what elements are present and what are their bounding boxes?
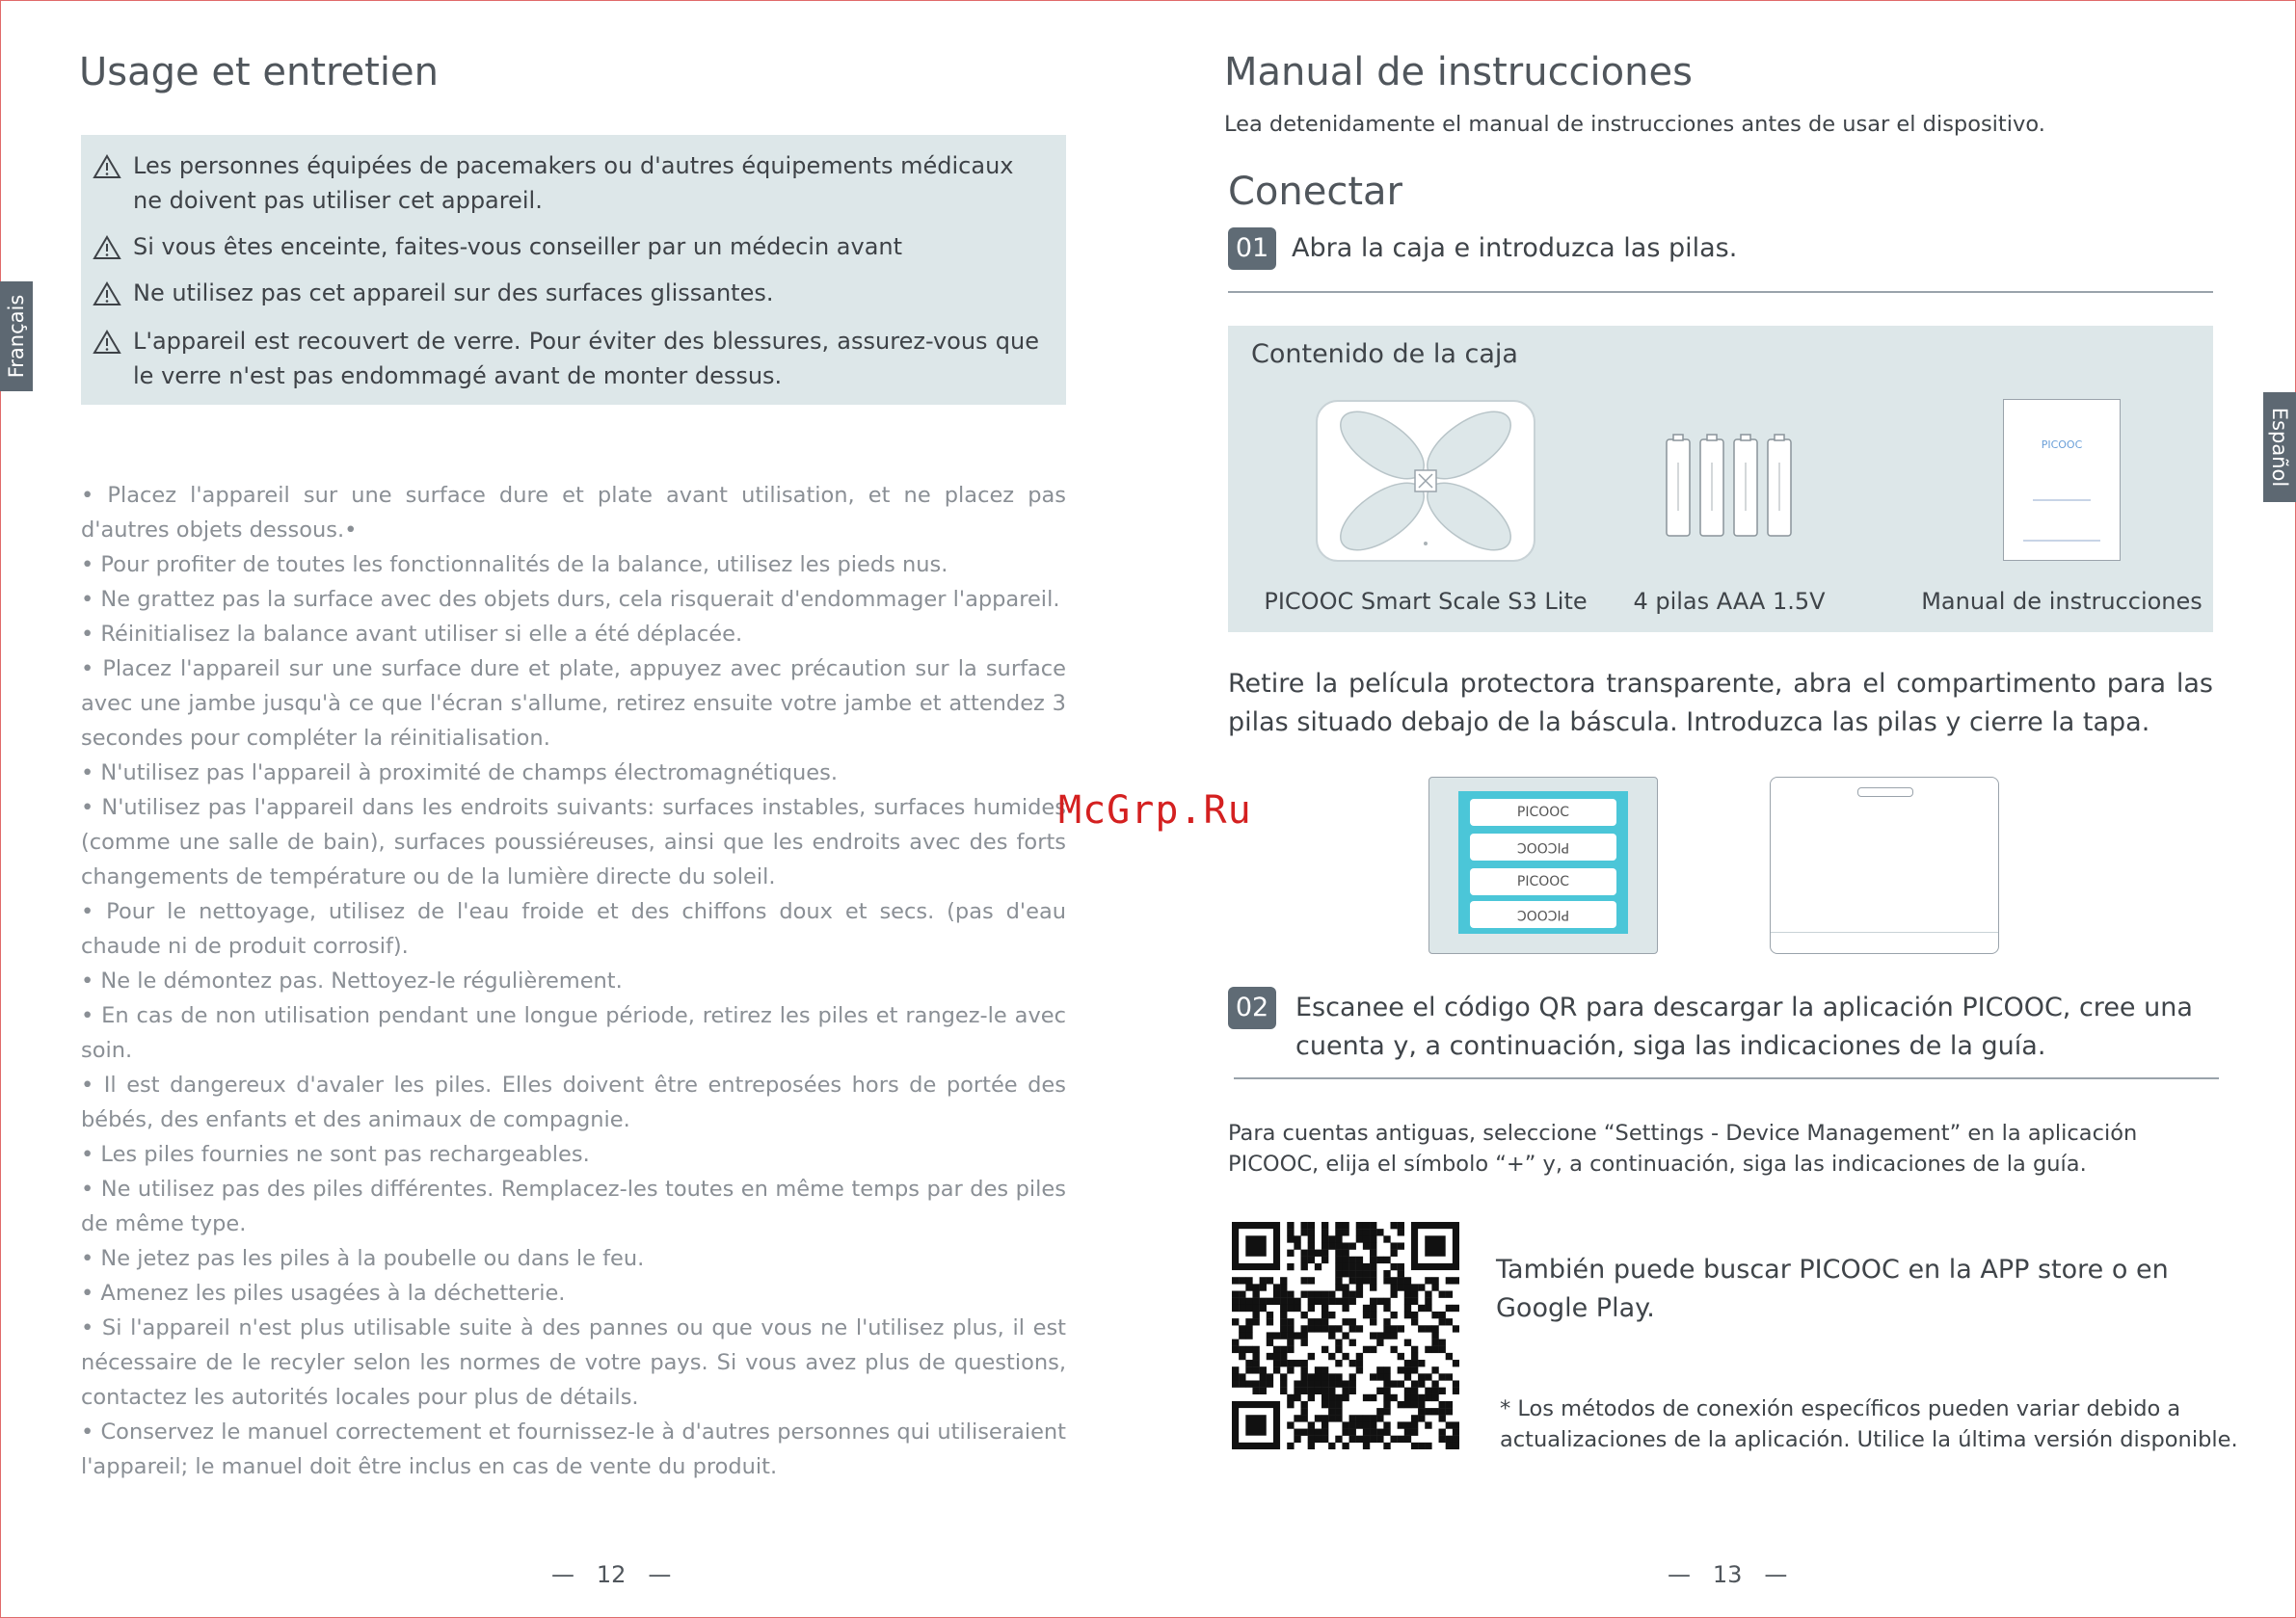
list-item: • N'utilisez pas l'appareil à proximité de champs électromagnétiques. [81, 760, 839, 785]
language-tab-spanish[interactable] [2263, 392, 2296, 502]
manual-brand: PICOOC [2041, 438, 2083, 451]
list-item: • N'utilisez pas l'appareil dans les endroits suivants: surfaces instables, surfaces humides (comme une salle de bain), surfaces poussiéreuses, ainsi que les endroits avec des forts changements de température ou de la lumière directe du soleil. [81, 795, 1066, 889]
box-item-batteries-label: 4 pilas AAA 1.5V [1633, 588, 1826, 615]
box-contents-title: Contenido de la caja [1251, 339, 1518, 369]
battery-compartment-open [1428, 777, 1658, 954]
section-title: Conectar [1228, 170, 1402, 214]
list-item: • Si l'appareil n'est plus utilisable suite à des pannes ou que vous ne l'utilisez plus, il est nécessaire de le recyler selon les normes de votre pays. Si vous avez plus de questions, contactez les autorités locales pour plus de détails. [81, 1315, 1066, 1410]
right-page-subtitle: Lea detenidamente el manual de instrucciones antes de usar el dispositivo. [1224, 112, 2045, 137]
box-item-manual-label: Manual de instrucciones [1921, 588, 2203, 615]
list-item: • Amenez les piles usagées à la déchetterie. [81, 1281, 566, 1306]
page-number-right: — 13 — [1668, 1561, 1788, 1588]
list-item: • Pour le nettoyage, utilisez de l'eau froide et des chiffons doux et secs. (pas d'eau chaude ni de produit corrosif). [81, 899, 1066, 959]
battery: PICOOC [1470, 868, 1616, 895]
language-tab-label: Français [5, 294, 28, 379]
divider [1228, 291, 2213, 293]
battery-tray [1458, 791, 1628, 934]
list-item: • Ne grattez pas la surface avec des objets durs, cela risquerait d'endommager l'appareil. [81, 587, 1060, 612]
right-page-title: Manual de instrucciones [1224, 50, 1693, 94]
warning-icon [93, 281, 121, 306]
list-item: • Placez l'appareil sur une surface dure et plate, appuyez avec précaution sur la surface avec une jambe jusqu'à ce que l'écran s'allume, retirez ensuite votre jambe et attendez 3 secondes pour compléter la réinitialisation. [81, 656, 1066, 751]
app-store-text: También puede buscar PICOOC en la APP store o en Google Play. [1496, 1255, 2169, 1323]
warning-item: L'appareil est recouvert de verre. Pour éviter des blessures, assurez-vous que le verre n'est pas endommagé avant de monter dessus. [133, 324, 1039, 393]
warning-icon [93, 330, 121, 355]
warning-item: Les personnes équipées de pacemakers ou d'autres équipements médicaux ne doivent pas utiliser cet appareil. [133, 148, 1039, 218]
list-item: • Ne utilisez pas des piles différentes. Remplacez-les toutes en même temps par des piles de même type. [81, 1177, 1066, 1236]
step-2-text: Escanee el código QR para descargar la aplicación PICOOC, cree una cuenta y, a continuación, siga las indicaciones de la guía. [1295, 993, 2193, 1061]
box-item-scale-label: PICOOC Smart Scale S3 Lite [1264, 588, 1588, 615]
battery-compartment-closed [1770, 777, 1999, 954]
battery: PICOOC [1470, 901, 1616, 928]
battery-instructions: Retire la película protectora transparente, abra el compartimento para las pilas situado debajo de la báscula. Introduzca las pilas y cierre la tapa. [1228, 669, 2213, 737]
qr-code-image[interactable] [1232, 1222, 1459, 1449]
list-item: • Réinitialisez la balance avant utiliser si elle a été déplacée. [81, 622, 743, 647]
left-page-title: Usage et entretien [79, 50, 439, 94]
language-tab-french[interactable] [0, 281, 33, 391]
smart-scale-image [1315, 399, 1536, 563]
step-1-text: Abra la caja e introduzca las pilas. [1292, 233, 1738, 263]
warning-icon [93, 154, 121, 179]
step-number-badge: 02 [1228, 987, 1276, 1029]
watermark: McGrp.Ru [1058, 788, 1252, 833]
warning-box [81, 135, 1066, 405]
list-item: • Il est dangereux d'avaler les piles. Elles doivent être entreposées hors de portée des bébés, des enfants et des animaux de compagnie. [81, 1073, 1066, 1132]
battery: PICOOC [1470, 834, 1616, 861]
list-item: • Pour profiter de toutes les fonctionnalités de la balance, utilisez les pieds nus. [81, 552, 948, 577]
list-item: • Ne jetez pas les piles à la poubelle ou dans le feu. [81, 1246, 645, 1271]
box-contents-panel [1228, 326, 2213, 632]
warning-item: Ne utilisez pas cet appareil sur des surfaces glissantes. [133, 276, 1039, 310]
list-item: • Conservez le manuel correctement et fournissez-le à d'autres personnes qui utiliseraient l'appareil; le manuel doit être inclus en cas de vente du produit. [81, 1419, 1066, 1479]
warning-icon [93, 235, 121, 260]
manual-image [2003, 399, 2121, 561]
list-item: • En cas de non utilisation pendant une longue période, retirez les piles et rangez-le avec soin. [81, 1003, 1066, 1063]
step-number-badge: 01 [1228, 227, 1276, 270]
page-number-left: — 12 — [551, 1561, 672, 1588]
connection-note: * Los métodos de conexión específicos pueden variar debido a actualizaciones de la aplicación. Utilice la última versión disponible. [1500, 1396, 2238, 1452]
list-item: • Les piles fournies ne sont pas rechargeables. [81, 1142, 590, 1167]
care-instructions-list [81, 478, 1066, 1484]
battery: PICOOC [1470, 799, 1616, 826]
language-tab-label: Español [2268, 407, 2291, 488]
old-accounts-note: Para cuentas antiguas, seleccione “Settings - Device Management” en la aplicación PICOOC, elija el símbolo “+” y, a continuación, siga las indicaciones de la guía. [1228, 1121, 2138, 1177]
batteries-image [1662, 434, 1797, 538]
list-item: • Ne le démontez pas. Nettoyez-le régulièrement. [81, 968, 623, 994]
warning-item: Si vous êtes enceinte, faites-vous conseiller par un médecin avant [133, 229, 1039, 264]
divider [1234, 1077, 2219, 1079]
list-item: • Placez l'appareil sur une surface dure et plate avant utilisation, et ne placez pas d'autres objets dessous.• [81, 483, 1066, 543]
